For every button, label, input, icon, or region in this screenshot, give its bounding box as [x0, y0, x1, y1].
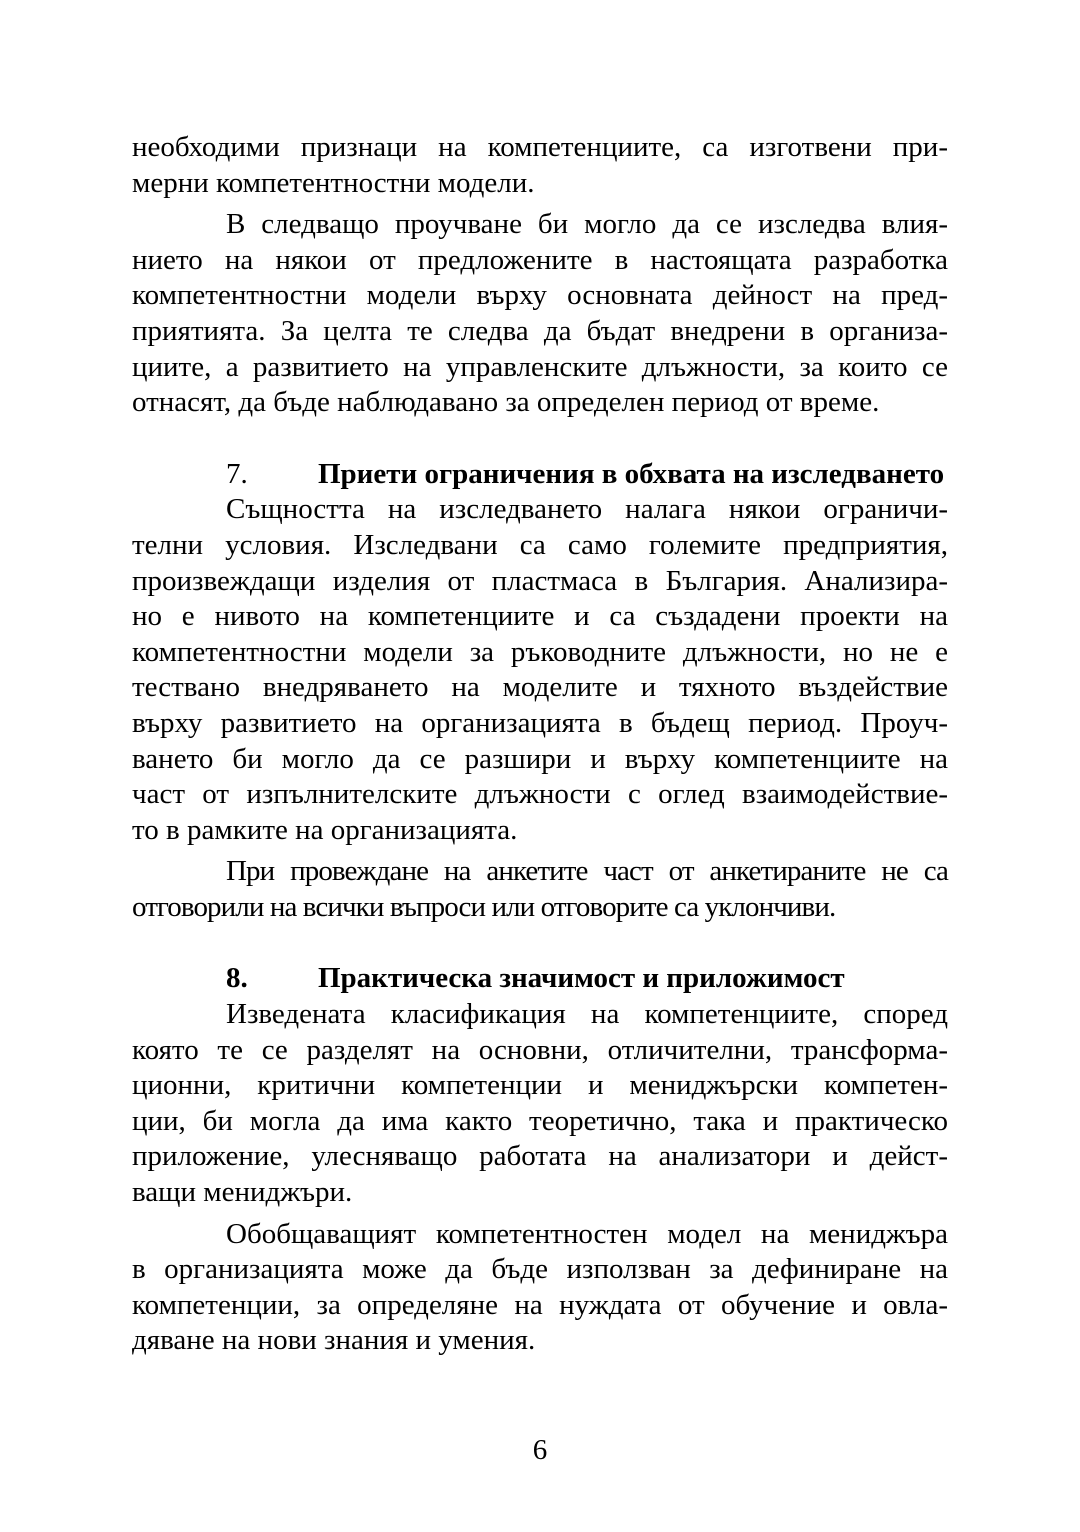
text-line: циите, а развитието на управленските длъжности, за които се [132, 350, 948, 383]
section-title: Приети ограничения в обхвата на изследването [318, 457, 945, 490]
section-number: 8. [226, 962, 248, 995]
text-line: нието на някои от предложените в настоящата разработка [132, 243, 948, 276]
text-line: Същността на изследването налага някои ограничи- [226, 493, 948, 526]
text-line: ционни, критични компетенции и мениджърски компетен- [132, 1069, 948, 1102]
text-line: ването би могло да се разшири и върху компетенциите на [132, 742, 948, 775]
text-line: ции, би могла да има както теоретично, така и практическо [132, 1104, 948, 1137]
text-line: отговорили на всички въпроси или отговорите са уклончиви. [132, 890, 836, 923]
paragraph [132, 997, 948, 1211]
text-line: в организацията може да бъде използван за дефиниране на [132, 1253, 948, 1286]
text-line: компетенции, за определяне на нуждата от обучение и овла- [132, 1288, 948, 1321]
text-line: мерни компетентностни модели. [132, 166, 535, 199]
text-line: Обобщаващият компетентностен модел на мениджъра [226, 1217, 948, 1250]
text-line: която те се разделят на основни, отличителни, трансформа- [132, 1033, 948, 1066]
page-body [132, 130, 948, 1359]
section-number: 7. [226, 457, 248, 490]
text-line: то в рамките на организацията. [132, 813, 518, 846]
text-line: При провеждане на анкетите част от анкетираните не са [226, 855, 948, 888]
paragraph [132, 1217, 948, 1359]
text-line: компетентностни модели върху основната дейност на пред- [132, 279, 948, 312]
paragraph [132, 854, 948, 925]
text-line: част от изпълнителските длъжности с оглед взаимодействие- [132, 778, 948, 811]
text-line: В следващо проучване би могло да се изследва влия- [226, 208, 948, 241]
page-number: 6 [532, 1434, 548, 1466]
text-line: Изведената класификация на компетенциите, според [226, 998, 948, 1031]
text-line: но е нивото на компетенциите и са създадени проекти на [132, 600, 948, 633]
text-line: приложение, улесняващо работата на анализатори и дейст- [132, 1140, 948, 1173]
text-line: тествано внедряването на моделите и тяхното въздействие [132, 671, 948, 704]
text-line: дяване на нови знания и умения. [132, 1324, 536, 1357]
text-line: ващи мениджъри. [132, 1176, 353, 1209]
paragraph [132, 207, 948, 421]
text-line: произвеждащи изделия от пластмаса в България. Анализира- [132, 564, 948, 597]
text-line: отнасят, да бъде наблюдавано за определен период от време. [132, 386, 880, 419]
section-title: Практическа значимост и приложимост [318, 962, 845, 995]
paragraph [132, 492, 948, 848]
text-line: приятията. За целта те следва да бъдат внедрени в организа- [132, 314, 948, 347]
text-line: телни условия. Изследвани са само големите предприятия, [132, 528, 948, 561]
text-line: компетентностни модели за ръководните длъжности, но не е [132, 635, 948, 668]
paragraph [132, 130, 948, 201]
text-line: необходими признаци на компетенциите, са изготвени при- [132, 131, 948, 163]
section-heading [132, 457, 948, 493]
text-line: върху развитието на организацията в бъдещ период. Проуч- [132, 706, 948, 739]
section-heading [132, 961, 948, 997]
